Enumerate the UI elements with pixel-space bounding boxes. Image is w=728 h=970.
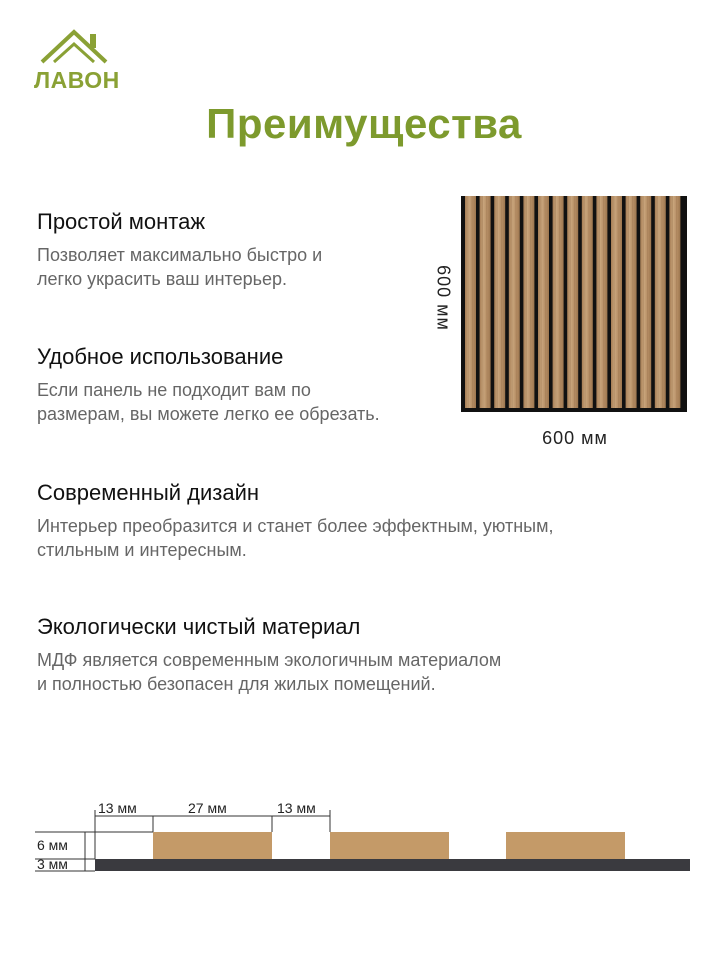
panel-slat xyxy=(567,196,578,408)
feature-eco-material xyxy=(37,614,501,696)
feature-description: Позволяет максимально быстро и легко украсить ваш интерьер. xyxy=(37,245,323,289)
gap-left-label: 13 мм xyxy=(98,800,137,816)
panel-height-label: 600 мм xyxy=(433,265,454,331)
slat-width-label: 27 мм xyxy=(188,800,227,816)
panel-slat xyxy=(669,196,680,408)
panel-slat xyxy=(480,196,491,408)
panel-slat xyxy=(465,196,476,408)
feature-convenient-use xyxy=(37,344,380,426)
house-roof-icon xyxy=(38,26,110,66)
feature-title: Современный дизайн xyxy=(37,480,260,505)
brand-name: ЛАВОН xyxy=(34,67,120,93)
panel-slat xyxy=(626,196,637,408)
brand-logo xyxy=(34,26,124,92)
panel-slat xyxy=(582,196,593,408)
panel-slat xyxy=(523,196,534,408)
panel-slat xyxy=(494,196,505,408)
panel-slat xyxy=(538,196,549,408)
feature-title: Удобное использование xyxy=(37,344,284,369)
feature-title: Экологически чистый материал xyxy=(37,614,361,639)
feature-description: Если панель не подходит вам по размерам, вы можете легко ее обрезать. xyxy=(37,380,380,424)
profile-cross-section xyxy=(0,790,728,890)
feature-description: Интерьер преобразится и станет более эффектным, уютным, стильным и интересным. xyxy=(37,516,554,560)
profile-slat xyxy=(330,832,449,859)
panel-slat xyxy=(553,196,564,408)
panel-slat xyxy=(509,196,520,408)
panel-slat xyxy=(611,196,622,408)
acoustic-panel-image xyxy=(461,196,687,412)
feature-description: МДФ является современным экологичным материалом и полностью безопасен для жилых помещений. xyxy=(37,650,502,694)
gap-right-label: 13 мм xyxy=(277,800,316,816)
feature-title: Простой монтаж xyxy=(37,209,206,234)
base-height-label: 3 мм xyxy=(37,856,68,872)
panel-width-label: 600 мм xyxy=(542,428,608,448)
panel-slat xyxy=(640,196,651,408)
slat-height-label: 6 мм xyxy=(37,837,68,853)
panel-slat xyxy=(596,196,607,408)
page-title: Преимущества xyxy=(206,100,522,147)
mdf-base xyxy=(95,859,690,871)
profile-slat xyxy=(506,832,625,859)
feature-modern-design xyxy=(37,480,554,562)
panel-slat xyxy=(655,196,666,408)
feature-easy-mounting xyxy=(37,209,322,291)
panel-height-dimension xyxy=(428,258,458,338)
panel-slats-graphic xyxy=(461,196,687,412)
profile-slat xyxy=(153,832,272,859)
